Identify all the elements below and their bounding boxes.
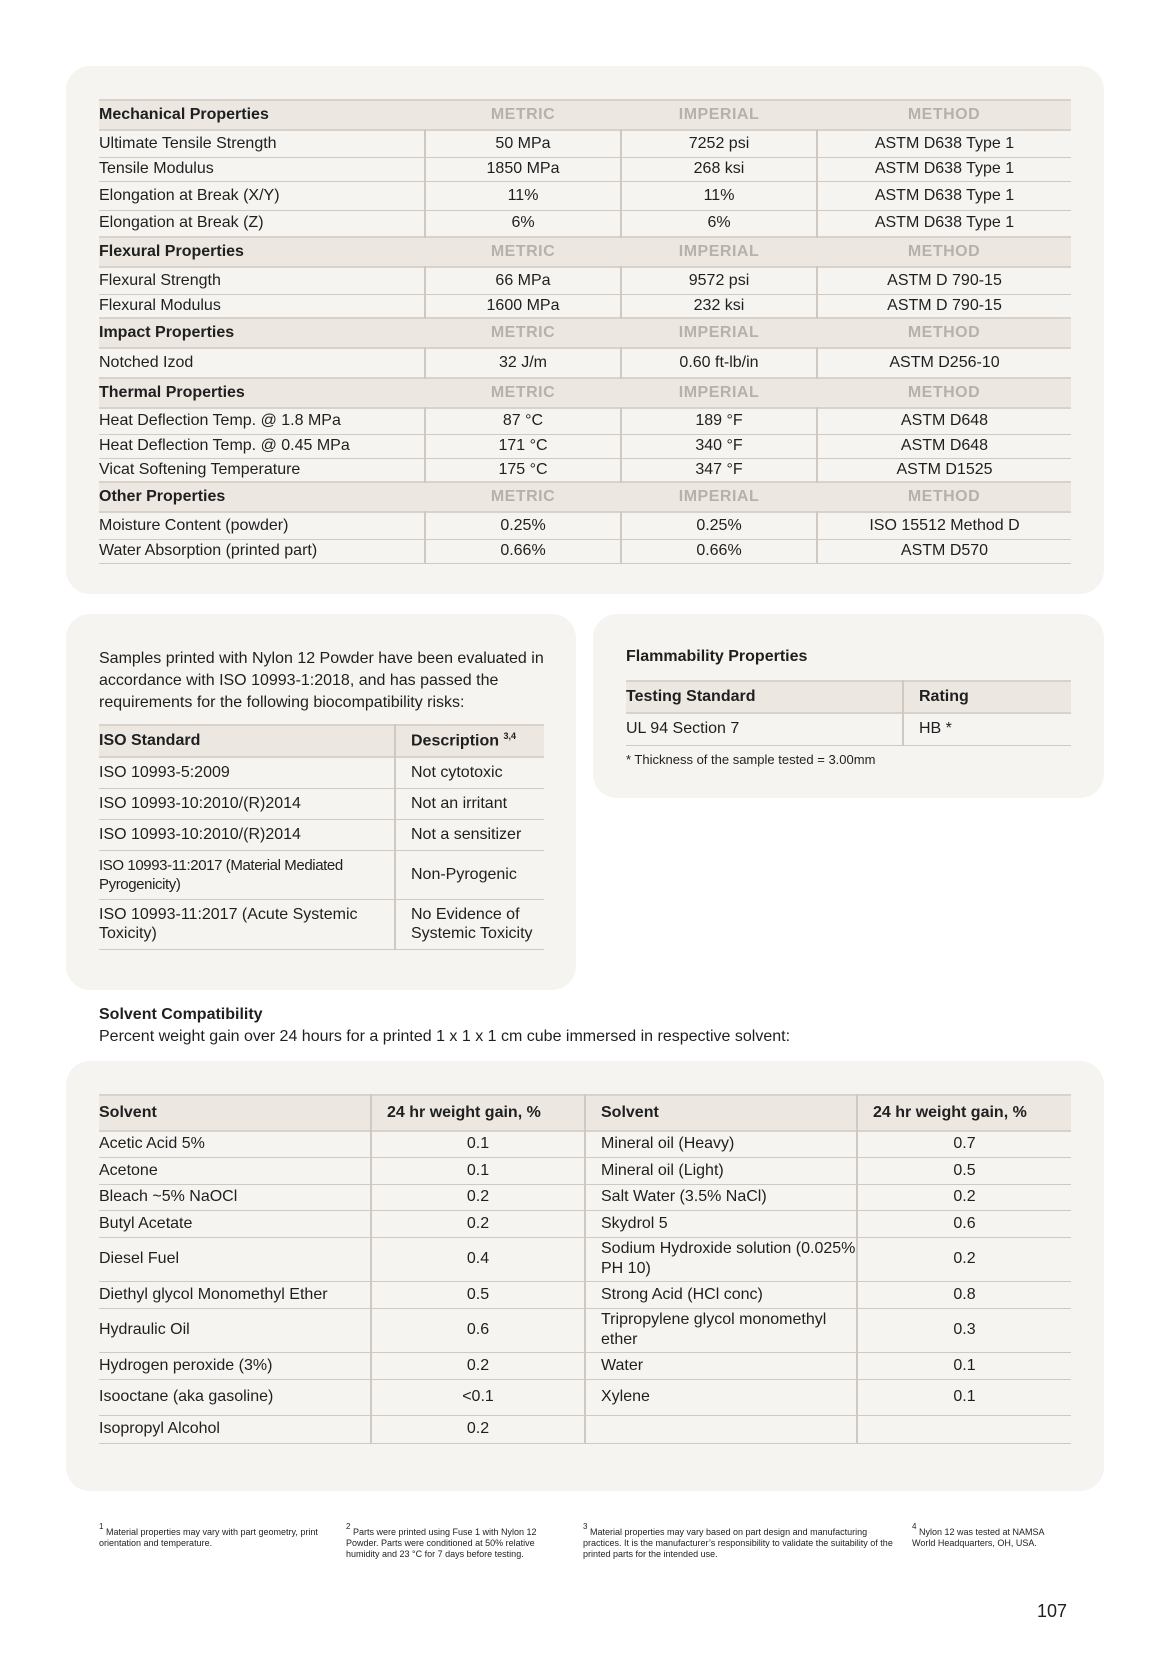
weight-gain: 0.5 [857, 1157, 1071, 1184]
solvent-name: Butyl Acetate [99, 1210, 371, 1237]
method-value: ASTM D638 Type 1 [817, 210, 1071, 237]
solvent-name: Salt Water (3.5% NaCl) [585, 1184, 857, 1210]
weight-gain: 0.6 [371, 1308, 585, 1352]
solvent-name: Hydraulic Oil [99, 1308, 371, 1352]
table-row [99, 130, 1071, 157]
weight-gain: 0.1 [371, 1157, 585, 1184]
weight-gain: 0.2 [857, 1237, 1071, 1281]
solvent-name: Water [585, 1352, 857, 1379]
weight-gain: 0.2 [857, 1184, 1071, 1210]
table-row [99, 458, 1071, 482]
solvent-subtitle: Percent weight gain over 24 hours for a printed 1 x 1 x 1 cm cube immersed in respective solvent: [99, 1028, 791, 1045]
metric-value: 87 °C [425, 408, 621, 434]
metric-value: 175 °C [425, 458, 621, 482]
table-header-row [99, 725, 544, 757]
footnote-number: 1 [99, 1522, 104, 1531]
table-row [99, 157, 1071, 181]
weight-gain: 0.8 [857, 1281, 1071, 1308]
imperial-value: 11% [621, 181, 817, 210]
solvent-name: Bleach ~5% NaOCl [99, 1184, 371, 1210]
weight-gain: 0.2 [371, 1352, 585, 1379]
footnote-text: Parts were printed using Fuse 1 with Nylon 12 Powder. Parts were conditioned at 50% relative humidity and 23 °C for 7 days before testing. [346, 1527, 537, 1559]
metric-label: METRIC [490, 384, 556, 401]
metric-value: 1600 MPa [425, 294, 621, 318]
iso-standard: ISO 10993-10:2010/(R)2014 [99, 819, 395, 850]
table-row [99, 1131, 1071, 1157]
metric-value: 1850 MPa [425, 157, 621, 181]
biocompatibility-table [99, 724, 544, 950]
property-name: Heat Deflection Temp. @ 1.8 MPa [99, 408, 425, 434]
section-title: Mechanical Properties [99, 106, 269, 123]
table-row [99, 1281, 1071, 1308]
rating: HB * [903, 713, 1071, 745]
property-name: Flexural Strength [99, 267, 425, 294]
imperial-value: 9572 psi [621, 267, 817, 294]
imperial-value: 0.60 ft-lb/in [621, 348, 817, 378]
column-header-testing-standard: Testing Standard [626, 681, 903, 713]
iso-standard: ISO 10993-11:2017 (Material Mediated Pyrogenicity) [99, 850, 395, 899]
section-header-row [99, 237, 1071, 267]
property-name: Elongation at Break (X/Y) [99, 181, 425, 210]
imperial-value: 0.66% [621, 539, 817, 563]
section-title: Thermal Properties [99, 384, 245, 401]
solvent-table [99, 1094, 1071, 1444]
weight-gain: 0.1 [857, 1379, 1071, 1415]
table-row [99, 408, 1071, 434]
property-name: Heat Deflection Temp. @ 0.45 MPa [99, 434, 425, 458]
property-name: Vicat Softening Temperature [99, 458, 425, 482]
method-label: METHOD [907, 106, 981, 123]
imperial-label: IMPERIAL [678, 488, 760, 505]
section-title: Impact Properties [99, 324, 235, 341]
property-name: Moisture Content (powder) [99, 512, 425, 539]
property-name: Notched Izod [99, 348, 425, 378]
weight-gain: 0.1 [857, 1352, 1071, 1379]
metric-value: 11% [425, 181, 621, 210]
column-header-solvent: Solvent [585, 1095, 857, 1131]
table-row [99, 539, 1071, 563]
mechanical-properties-panel [66, 66, 1104, 594]
solvent-name: Acetic Acid 5% [99, 1131, 371, 1157]
solvent-name: Sodium Hydroxide solution (0.025% PH 10) [585, 1237, 857, 1281]
section-title: Flexural Properties [99, 243, 244, 260]
flammability-table [626, 680, 1071, 746]
method-label: METHOD [907, 384, 981, 401]
footnote-ref: 3,4 [503, 731, 516, 742]
table-row [626, 713, 1071, 745]
solvent-name: Mineral oil (Light) [585, 1157, 857, 1184]
weight-gain: 0.5 [371, 1281, 585, 1308]
flammability-panel [593, 614, 1104, 798]
solvent-name: Skydrol 5 [585, 1210, 857, 1237]
table-row [99, 1210, 1071, 1237]
solvent-name: Tripropylene glycol monomethyl ether [585, 1308, 857, 1352]
imperial-value: 347 °F [621, 458, 817, 482]
weight-gain: 0.3 [857, 1308, 1071, 1352]
iso-standard: ISO 10993-5:2009 [99, 757, 395, 788]
method-value: ASTM D 790-15 [817, 267, 1071, 294]
solvent-title: Solvent Compatibility [99, 1006, 263, 1023]
testing-standard: UL 94 Section 7 [626, 713, 903, 745]
solvent-name: Diesel Fuel [99, 1237, 371, 1281]
table-header-row [626, 681, 1071, 713]
solvent-name: Isopropyl Alcohol [99, 1415, 371, 1443]
table-row [99, 267, 1071, 294]
weight-gain: <0.1 [371, 1379, 585, 1415]
biocompatibility-intro: Samples printed with Nylon 12 Powder have been evaluated in accordance with ISO 10993-1:2018, and has passed the requirements for the following biocompatibility risks: [99, 650, 544, 711]
metric-value: 6% [425, 210, 621, 237]
solvent-name [585, 1415, 857, 1443]
table-row [99, 348, 1071, 378]
footnote-4 [912, 1523, 1062, 1549]
table-row [99, 434, 1071, 458]
footnote-number: 4 [912, 1522, 917, 1531]
properties-table [99, 99, 1071, 564]
description: No Evidence of Systemic Toxicity [395, 899, 544, 949]
imperial-value: 340 °F [621, 434, 817, 458]
metric-value: 0.25% [425, 512, 621, 539]
table-row [99, 1308, 1071, 1352]
description: Not an irritant [395, 788, 544, 819]
section-title: Other Properties [99, 488, 226, 505]
page-number: 107 [1037, 1601, 1068, 1621]
column-header-weight-gain: 24 hr weight gain, % [857, 1095, 1071, 1131]
method-value: ASTM D256-10 [817, 348, 1071, 378]
weight-gain [857, 1415, 1071, 1443]
imperial-value: 189 °F [621, 408, 817, 434]
footnote-2 [346, 1523, 556, 1560]
solvent-name: Strong Acid (HCl conc) [585, 1281, 857, 1308]
table-row [99, 294, 1071, 318]
table-row [99, 1237, 1071, 1281]
method-value: ASTM D1525 [817, 458, 1071, 482]
metric-value: 50 MPa [425, 130, 621, 157]
column-header-weight-gain: 24 hr weight gain, % [371, 1095, 585, 1131]
section-header-row [99, 100, 1071, 130]
method-label: METHOD [907, 488, 981, 505]
footnote-number: 2 [346, 1522, 351, 1531]
table-row [99, 819, 544, 850]
metric-value: 171 °C [425, 434, 621, 458]
imperial-value: 268 ksi [621, 157, 817, 181]
footnote-3 [583, 1523, 893, 1560]
weight-gain: 0.1 [371, 1131, 585, 1157]
description: Not cytotoxic [395, 757, 544, 788]
table-row [99, 788, 544, 819]
description: Not a sensitizer [395, 819, 544, 850]
imperial-value: 6% [621, 210, 817, 237]
iso-standard: ISO 10993-10:2010/(R)2014 [99, 788, 395, 819]
flammability-note: * Thickness of the sample tested = 3.00mm [626, 752, 876, 767]
metric-label: METRIC [490, 243, 556, 260]
solvent-name: Mineral oil (Heavy) [585, 1131, 857, 1157]
imperial-value: 7252 psi [621, 130, 817, 157]
weight-gain: 0.2 [371, 1210, 585, 1237]
description-label: Description [411, 732, 500, 750]
table-row [99, 757, 544, 788]
imperial-label: IMPERIAL [678, 324, 760, 341]
footnote-text: Material properties may vary with part geometry, print orientation and temperature. [99, 1527, 318, 1548]
property-name: Tensile Modulus [99, 157, 425, 181]
column-header-solvent: Solvent [99, 1095, 371, 1131]
imperial-label: IMPERIAL [678, 106, 760, 123]
solvent-name: Diethyl glycol Monomethyl Ether [99, 1281, 371, 1308]
table-row [99, 899, 544, 949]
imperial-value: 232 ksi [621, 294, 817, 318]
solvent-name: Hydrogen peroxide (3%) [99, 1352, 371, 1379]
column-header-rating: Rating [903, 681, 1071, 713]
table-row [99, 1157, 1071, 1184]
biocompatibility-panel [66, 614, 576, 990]
table-row [99, 850, 544, 899]
weight-gain: 0.2 [371, 1415, 585, 1443]
table-row [99, 1184, 1071, 1210]
solvent-name: Isooctane (aka gasoline) [99, 1379, 371, 1415]
metric-value: 66 MPa [425, 267, 621, 294]
footnote-number: 3 [583, 1522, 588, 1531]
imperial-label: IMPERIAL [678, 243, 760, 260]
method-value: ISO 15512 Method D [817, 512, 1071, 539]
column-header-iso-standard: ISO Standard [99, 725, 395, 757]
method-value: ASTM D638 Type 1 [817, 157, 1071, 181]
method-label: METHOD [907, 324, 981, 341]
footnote-1 [99, 1523, 319, 1549]
solvent-name: Xylene [585, 1379, 857, 1415]
metric-label: METRIC [490, 324, 556, 341]
weight-gain: 0.7 [857, 1131, 1071, 1157]
table-row [99, 210, 1071, 237]
method-value: ASTM D638 Type 1 [817, 130, 1071, 157]
property-name: Elongation at Break (Z) [99, 210, 425, 237]
table-row [99, 512, 1071, 539]
footnote-text: Nylon 12 was tested at NAMSA World Headquarters, OH, USA. [912, 1527, 1045, 1548]
method-label: METHOD [907, 243, 981, 260]
metric-value: 0.66% [425, 539, 621, 563]
weight-gain: 0.2 [371, 1184, 585, 1210]
solvent-name: Acetone [99, 1157, 371, 1184]
method-value: ASTM D648 [817, 434, 1071, 458]
property-name: Water Absorption (printed part) [99, 539, 425, 563]
table-header-row [99, 1095, 1071, 1131]
weight-gain: 0.6 [857, 1210, 1071, 1237]
section-header-row [99, 378, 1071, 408]
table-row [99, 181, 1071, 210]
table-row [99, 1415, 1071, 1443]
imperial-value: 0.25% [621, 512, 817, 539]
section-header-row [99, 318, 1071, 348]
table-row [99, 1379, 1071, 1415]
method-value: ASTM D638 Type 1 [817, 181, 1071, 210]
column-header-description [395, 725, 544, 757]
metric-label: METRIC [490, 106, 556, 123]
footnote-text: Material properties may vary based on part design and manufacturing practices. It is the manufacturer’s responsibility to validate the suitability of the printed parts for the intended use. [583, 1527, 893, 1559]
description: Non-Pyrogenic [395, 850, 544, 899]
metric-value: 32 J/m [425, 348, 621, 378]
section-header-row [99, 482, 1071, 512]
table-row [99, 1352, 1071, 1379]
property-name: Ultimate Tensile Strength [99, 130, 425, 157]
property-name: Flexural Modulus [99, 294, 425, 318]
method-value: ASTM D648 [817, 408, 1071, 434]
method-value: ASTM D 790-15 [817, 294, 1071, 318]
flammability-title: Flammability Properties [626, 648, 808, 665]
iso-standard: ISO 10993-11:2017 (Acute Systemic Toxicity) [99, 899, 395, 949]
metric-label: METRIC [490, 488, 556, 505]
imperial-label: IMPERIAL [678, 384, 760, 401]
weight-gain: 0.4 [371, 1237, 585, 1281]
method-value: ASTM D570 [817, 539, 1071, 563]
solvent-panel [66, 1061, 1104, 1491]
